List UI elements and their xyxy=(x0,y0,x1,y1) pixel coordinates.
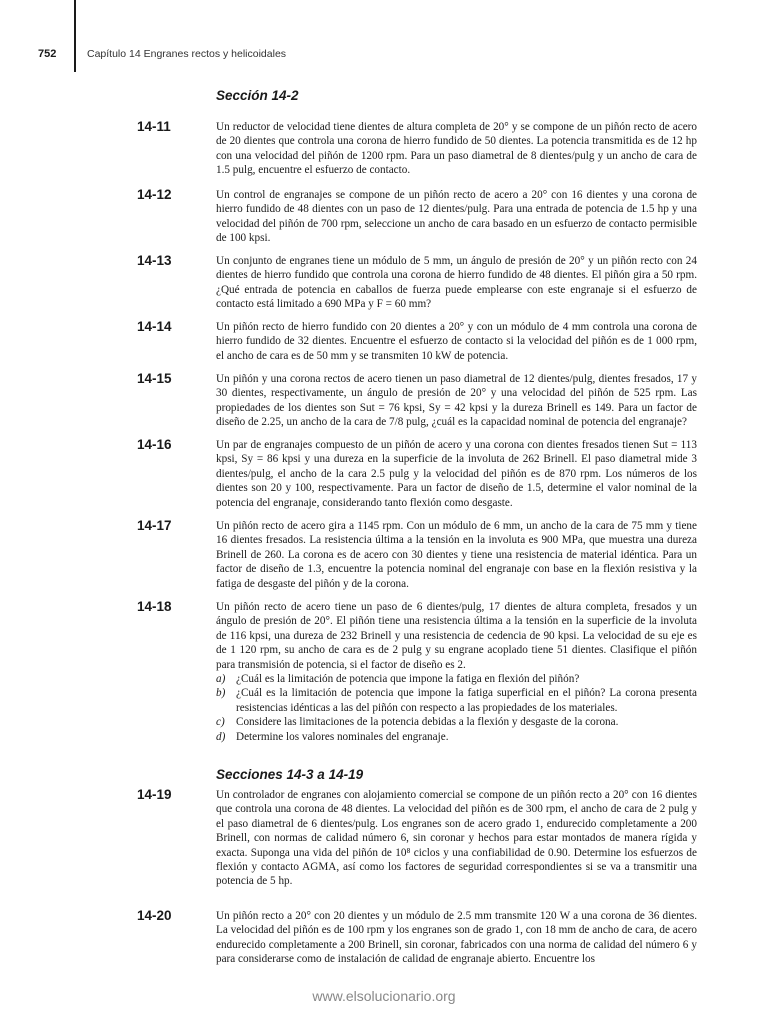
header-rule xyxy=(74,0,76,72)
page-number: 752 xyxy=(38,48,57,60)
problem-text: Un controlador de engranes con alojamiento comercial se compone de un piñón recto a 20° con 16 dientes que controla una corona de 48 dientes. La velocidad del piñón es de 300 rpm, el ancho de cara de 2 pulg y el paso diametral de 6 dientes/pulg. Los engranes son de acero grado 1, endurecido completamente a 200 Brinell, con normas de calidad número 6, sin coronar y hechos para estar montados de manera rígida y exacta. Suponga una vida del piñón de 10⁸ ciclos y una confiabilidad de 0.90. Determine los esfuerzos de flexión y contacto AGMA, así como los factores de seguridad correspondientes si se va a transmitir una potencia de 5 hp. xyxy=(216,789,697,888)
problem-number: 14-18 xyxy=(137,599,172,614)
problem-text: Un piñón recto de acero gira a 1145 rpm. Con un módulo de 6 mm, un ancho de la cara de 75 mm y tiene 16 dientes fresados. La resistencia última a la tensión en la involuta es 900 MPa, que muestra una dureza Brinell de 260. La corona es de acero con 30 dientes y tiene una resistencia de material idéntica. Para un factor de diseño de 1.3, encuentre la potencia nominal del engranaje con base en la flexión resistiva y la fatiga de desgaste del piñón y de la corona. xyxy=(216,520,697,590)
subitem xyxy=(216,715,697,729)
problem-number: 14-20 xyxy=(137,908,172,923)
problem-text: Un piñón y una corona rectos de acero tienen un paso diametral de 12 dientes/pulg, dientes fresados, 17 y 30 dientes, respectivamente, un ángulo de presión de 20° y una velocidad del piñón de 525 rpm. Las propiedades de los dientes son Sut = 76 kpsi, Sy = 42 kpsi y la dureza Brinell es 149. Para un factor de diseño de 2.25, un ancho de la cara de 7/8 pulg, ¿cuál es la capacidad nominal de potencia del engranaje? xyxy=(216,373,697,429)
section-heading: Sección 14-2 xyxy=(216,88,299,103)
subitem xyxy=(216,730,697,744)
problem-text: Un reductor de velocidad tiene dientes de altura completa de 20° y se compone de un piñón recto de acero de 20 dientes que controla una corona de hierro fundido de 50 dientes. La potencia transmitida es de 12 hp con una velocidad del piñón de 1200 rpm. Para un paso diametral de 8 dientes/pulg y un ancho de cara de 1.5 pulg, encuentre el esfuerzo de contacto. xyxy=(216,121,697,177)
problem-number: 14-11 xyxy=(137,119,171,134)
subitem-text: Determine los valores nominales del engranaje. xyxy=(236,730,449,743)
problem-number: 14-14 xyxy=(137,319,172,334)
subitem-text: ¿Cuál es la limitación de potencia que impone la fatiga en flexión del piñón? xyxy=(236,673,580,686)
problem-text: Un piñón recto de hierro fundido con 20 dientes a 20° y con un módulo de 4 mm controla una corona de hierro fundido de 32 dientes. Encuentre el esfuerzo de contacto si la velocidad del piñón es de 1 000 rpm, el ancho de cara es de 50 mm y se transmiten 10 kW de potencia. xyxy=(216,321,697,362)
problem-number: 14-19 xyxy=(137,787,172,802)
problem-number: 14-16 xyxy=(137,437,172,452)
subitem-text: Considere las limitaciones de la potencia debidas a la flexión y desgaste de la corona. xyxy=(236,716,619,729)
problem-number: 14-17 xyxy=(137,518,172,533)
problem-text xyxy=(216,600,697,744)
subitem xyxy=(216,672,697,686)
subitem-label: b) xyxy=(216,687,226,700)
subitem-label: a) xyxy=(216,673,226,686)
running-head: Capítulo 14 Engranes rectos y helicoidales xyxy=(87,48,287,60)
problem-text: Un conjunto de engranes tiene un módulo de 5 mm, un ángulo de presión de 20° y un piñón recto con 24 dientes de hierro fundido que controla una corona de hierro fundido de 48 dientes. El piñón gira a 50 rpm. ¿Qué entrada de potencia en caballos de fuerza puede emplearse con este engranaje si el esfuerzo de contacto está limitado a 690 MPa y F = 60 mm? xyxy=(216,255,697,311)
problem-text: Un control de engranajes se compone de un piñón recto de acero a 20° con 16 dientes y una corona de hierro fundido de 48 dientes con un paso de 12 dientes/pulg. Para una entrada de potencia de 1.5 hp y una velocidad del piñón de 700 rpm, seleccione un ancho de cara basado en un esfuerzo de contacto permisible de 100 kpsi. xyxy=(216,189,697,245)
problem-number: 14-13 xyxy=(137,253,172,268)
subitem-label: c) xyxy=(216,716,225,729)
problem-text: Un piñón recto a 20° con 20 dientes y un módulo de 2.5 mm transmite 120 W a una corona de 36 dientes. La velocidad del piñón es de 100 rpm y los engranes son de grado 1, con 18 mm de ancho de cara, de acero endurecido completamente a 200 Brinell, sin coronar, fabricados con una norma de calidad del número 6 y para considerarse como de instalación de calidad de engranaje abierto. Encuentre los xyxy=(216,910,697,966)
problem-number: 14-12 xyxy=(137,187,172,202)
problem-intro: Un piñón recto de acero tiene un paso de 6 dientes/pulg, 17 dientes de altura completa, fresados y un ángulo de presión de 20°. El piñón tiene una resistencia última a la tensión en la superficie de la involuta de 116 kpsi, una dureza de 232 Brinell y una resistencia de cedencia de 90 kpsi. La velocidad de su eje es de 1 120 rpm, su ancho de cara es de 2 pulg y su engrane acoplado tiene 51 dientes. Clasifique el piñón para transmisión de potencia, si el factor de diseño es 2. xyxy=(216,601,697,671)
watermark: www.elsolucionario.org xyxy=(312,988,456,1004)
subitem-text: ¿Cuál es la limitación de potencia que impone la fatiga superficial en el piñón? La corona presenta resistencias idénticas a las del piñón con respecto a las propiedades de los materiales. xyxy=(236,687,697,714)
subitem xyxy=(216,686,697,715)
problem-number: 14-15 xyxy=(137,371,172,386)
problem-text: Un par de engranajes compuesto de un piñón de acero y una corona con dientes fresados tienen Sut = 113 kpsi, Sy = 86 kpsi y una dureza en la superficie de la involuta de 262 Brinell. El paso diametral mide 3 dientes/pulg, el ancho de la cara 2.5 pulg y la velocidad del piñón es de 870 rpm. Los números de los dientes son 20 y 100, respectivamente. Para un factor de diseño de 1.5, determine el valor nominal de la potencia del engranaje, considerando tanto flexión como desgaste. xyxy=(216,439,697,509)
subitem-label: d) xyxy=(216,730,226,743)
section-heading: Secciones 14-3 a 14-19 xyxy=(216,767,364,782)
